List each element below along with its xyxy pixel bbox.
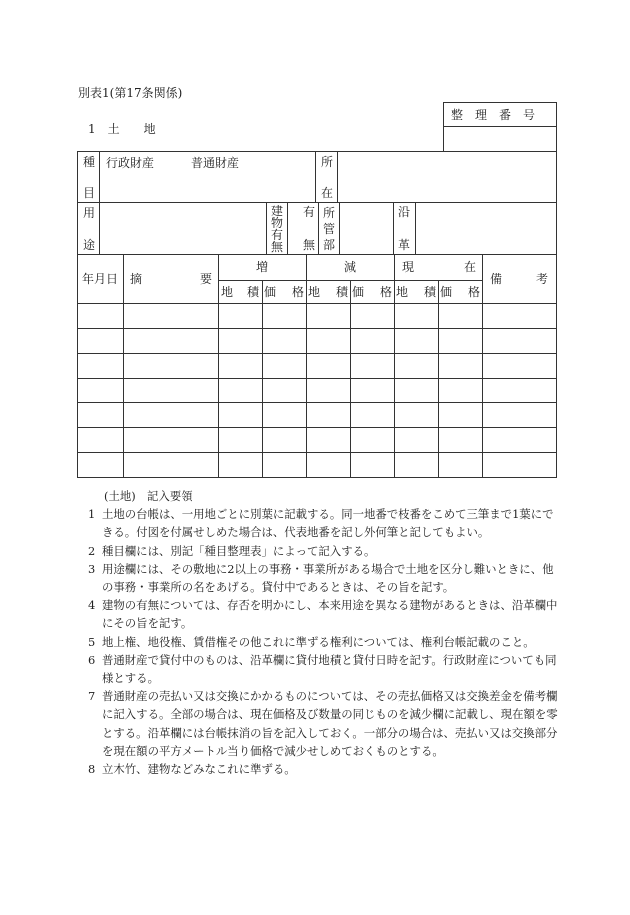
building-label-divider bbox=[287, 202, 288, 254]
current-area-header: 地 積 bbox=[396, 285, 436, 299]
history-label-bottom: 革 bbox=[397, 238, 410, 252]
instruction-text: 立木竹、建物などみなこれに準ずる。 bbox=[102, 762, 296, 777]
table-row-divider bbox=[77, 353, 557, 354]
instructions-list bbox=[78, 505, 558, 778]
instruction-number: 3 bbox=[88, 561, 96, 576]
kind-label-top: 種 bbox=[82, 155, 95, 169]
form-right-border bbox=[556, 151, 557, 477]
location-label-top: 所 bbox=[320, 155, 333, 169]
table-row-divider bbox=[77, 378, 557, 379]
building-dept-divider bbox=[318, 202, 319, 254]
record-box-top bbox=[443, 102, 557, 103]
instruction-text: 建物の有無については、存否を明かにし、本来用途を異なる建物があるときは、沿革欄中にその旨を記す。 bbox=[102, 598, 558, 631]
col-header-increase: 増 bbox=[256, 260, 269, 274]
decrease-area-header: 地 積 bbox=[308, 285, 348, 299]
instructions bbox=[78, 487, 558, 778]
instruction-number: 1 bbox=[88, 507, 96, 522]
section-heading: 1 土 地 bbox=[88, 122, 156, 136]
instruction-text: 普通財産の売払い又は交換にかかるものについては、その売払価格又は交換差金を備考欄に記入する。全部の場合は、現在価格及び数量の同じものを減少欄に記載し、現在額を零とする。沿革欄には台帳抹消の旨を記入しておく。一部分の場合は、売払い又は交換部分を現在額の平方メートル当り価格で減少せしめておくものとする。 bbox=[102, 689, 558, 758]
instruction-text: 土地の台帳は、一用地ごとに別葉に記載する。同一地番で枝番をこめて三筆まで1葉にできる。付図を付属せしめた場合は、代表地番を記し外何筆と記してもよい。 bbox=[102, 507, 554, 540]
instruction-number: 8 bbox=[88, 762, 96, 777]
use-field[interactable] bbox=[100, 203, 266, 254]
col-current-remarks bbox=[482, 254, 483, 477]
col-header-remarks: 備 考 bbox=[490, 272, 548, 286]
page-title: 別表1(第17条関係) bbox=[78, 86, 183, 100]
col-increase-decrease bbox=[306, 254, 307, 477]
history-label-top: 沿 bbox=[397, 205, 410, 219]
instruction-item bbox=[78, 760, 558, 778]
instruction-number: 4 bbox=[88, 598, 96, 613]
department-label: 所 管 部 bbox=[322, 206, 335, 252]
instructions-title: (土地) 記入要領 bbox=[104, 489, 193, 503]
instruction-number: 2 bbox=[88, 543, 96, 558]
kind-option-admin[interactable]: 行政財産 bbox=[106, 156, 155, 170]
instruction-text: 普通財産で貸付中のものは、沿革欄に貸付地積と貸付日時を記す。行政財産についても同様とする。 bbox=[102, 652, 557, 686]
col-header-summary: 摘 要 bbox=[130, 272, 212, 286]
col-header-date: 年月日 bbox=[82, 272, 119, 286]
current-price-header: 価 格 bbox=[440, 285, 480, 299]
instruction-item bbox=[78, 687, 558, 760]
table-row-divider bbox=[77, 427, 557, 428]
instruction-text: 種目欄には、別記「種目整理表」によって記入する。 bbox=[102, 543, 376, 558]
kind-option-general[interactable]: 普通財産 bbox=[191, 156, 240, 170]
col-decrease-current bbox=[394, 254, 395, 477]
building-no[interactable]: 無 bbox=[302, 238, 315, 252]
col-date-summary bbox=[123, 254, 124, 477]
record-number-field[interactable] bbox=[443, 127, 556, 151]
dept-history-divider bbox=[393, 202, 394, 254]
use-label-top: 用 bbox=[82, 206, 95, 220]
kind-label-bottom: 目 bbox=[82, 186, 95, 200]
decrease-price-header: 価 格 bbox=[352, 285, 392, 299]
instruction-number: 5 bbox=[88, 634, 96, 649]
form-left-border bbox=[77, 151, 78, 477]
instruction-text: 地上権、地役権、賃借権その他これに準ずる権利については、権利台帳記載のこと。 bbox=[102, 634, 535, 649]
table-row-divider bbox=[77, 328, 557, 329]
table-row-divider bbox=[77, 477, 557, 478]
instruction-number: 7 bbox=[88, 689, 96, 704]
instruction-text: 用途欄には、その敷地に2以上の事務・事業所がある場合で土地を区分し難いときに、他の事務・事業所の名をあげる。貸付中であるときは、その旨を記す。 bbox=[102, 561, 554, 595]
col-header-decrease: 減 bbox=[344, 260, 357, 274]
instruction-item bbox=[78, 633, 558, 651]
location-label-bottom: 在 bbox=[320, 186, 333, 200]
table-row-divider bbox=[77, 452, 557, 453]
table-header-bottom bbox=[77, 303, 557, 304]
instruction-item bbox=[78, 542, 558, 560]
record-box-right bbox=[556, 102, 557, 151]
table-top-border bbox=[77, 254, 557, 255]
use-label-bottom: 途 bbox=[82, 238, 95, 252]
instruction-item bbox=[78, 505, 558, 541]
instruction-number: 6 bbox=[88, 652, 96, 667]
record-number-label: 整 理 番 号 bbox=[451, 108, 536, 122]
col-summary-increase bbox=[218, 254, 219, 477]
instruction-item bbox=[78, 596, 558, 632]
building-label: 建 物 有 無 bbox=[270, 204, 283, 254]
increase-area-header: 地 積 bbox=[221, 285, 259, 299]
instruction-item bbox=[78, 651, 558, 687]
department-field[interactable] bbox=[340, 203, 393, 254]
use-building-divider bbox=[266, 202, 267, 254]
col-header-current: 現 在 bbox=[402, 260, 476, 274]
instruction-item bbox=[78, 560, 558, 596]
location-field[interactable] bbox=[338, 152, 556, 202]
history-field[interactable] bbox=[416, 203, 556, 254]
increase-price-header: 価 格 bbox=[264, 285, 304, 299]
table-row-divider bbox=[77, 402, 557, 403]
building-yes[interactable]: 有 bbox=[302, 205, 315, 219]
kind-location-divider bbox=[315, 151, 316, 202]
